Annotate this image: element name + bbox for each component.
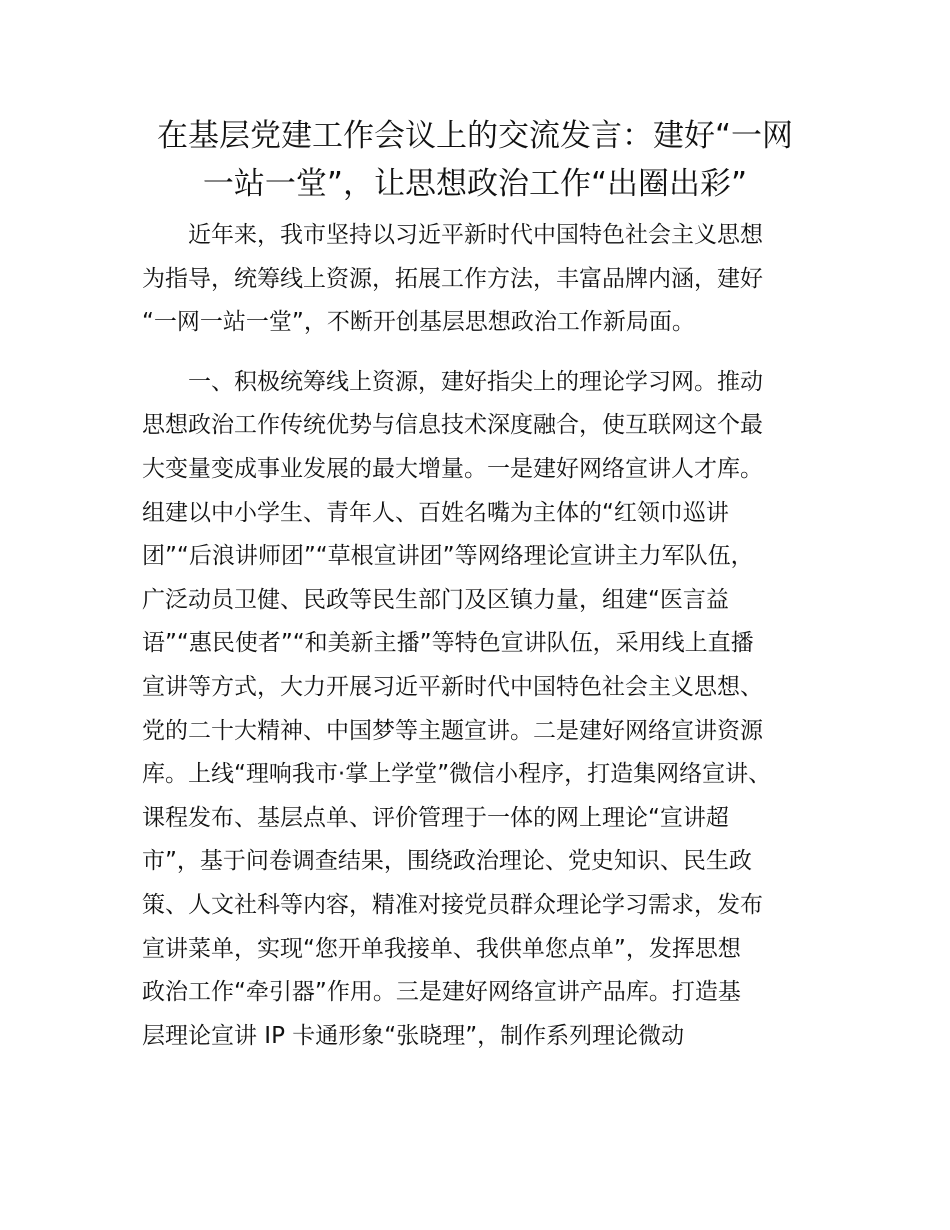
text-line: 思想政治工作传统优势与信息技术深度融合，使互联网这个最 [142,412,763,439]
text-line: 市”，基于问卷调查结果，围绕政治理论、党史知识、民生政 [142,848,752,875]
text-line: 库。上线“理响我市·掌上学堂”微信小程序，打造集网络宣讲、 [142,761,772,788]
text-line: 团”“后浪讲师团”“草根宣讲团”等网络理论宣讲主力军队伍， [142,543,754,570]
text-line: 政治工作“牵引器”作用。三是建好网络宣讲产品库。打造基 [142,979,741,1006]
title-line: 一站一堂”，让思想政治工作“出圈出彩” [202,166,748,202]
text-line: 组建以中小学生、青年人、百姓名嘴为主体的“红领巾巡讲 [142,499,729,526]
document-body [142,214,812,1058]
text-line: 广泛动员卫健、民政等民生部门及区镇力量，组建“医言益 [142,586,729,613]
text-line: 宣讲等方式，大力开展习近平新时代中国特色社会主义思想、 [142,673,763,700]
text-line: 课程发布、基层点单、评价管理于一体的网上理论“宣讲超 [142,804,729,831]
paragraph-intro [142,214,812,345]
text-line: 党的二十大精神、中国梦等主题宣讲。二是建好网络宣讲资源 [142,717,763,744]
document-title [130,112,820,208]
text-line: 语”“惠民使者”“和美新主播”等特色宣讲队伍，采用线上直播 [142,630,754,657]
paragraph-section-one [142,361,812,1059]
text-line: 近年来，我市坚持以习近平新时代中国特色社会主义思想 [188,222,763,248]
text-line: “一网一站一堂”，不断开创基层思想政治工作新局面。 [142,309,695,336]
text-line: 宣讲菜单，实现“您开单我接单、我供单您点单”，发挥思想 [142,935,741,962]
text-line: 大变量变成事业发展的最大增量。一是建好网络宣讲人才库。 [142,455,763,482]
text-line: 层理论宣讲 IP 卡通形象“张晓理”，制作系列理论微动 [142,1022,685,1049]
title-line: 在基层党建工作会议上的交流发言：建好“一网 [156,118,794,154]
text-line: 一、积极统筹线上资源，建好指尖上的理论学习网。推动 [188,368,763,395]
text-line: 策、人文社科等内容，精准对接党员群众理论学习需求，发布 [142,891,763,918]
text-line: 为指导，统筹线上资源，拓展工作方法，丰富品牌内涵，建好 [142,265,763,292]
